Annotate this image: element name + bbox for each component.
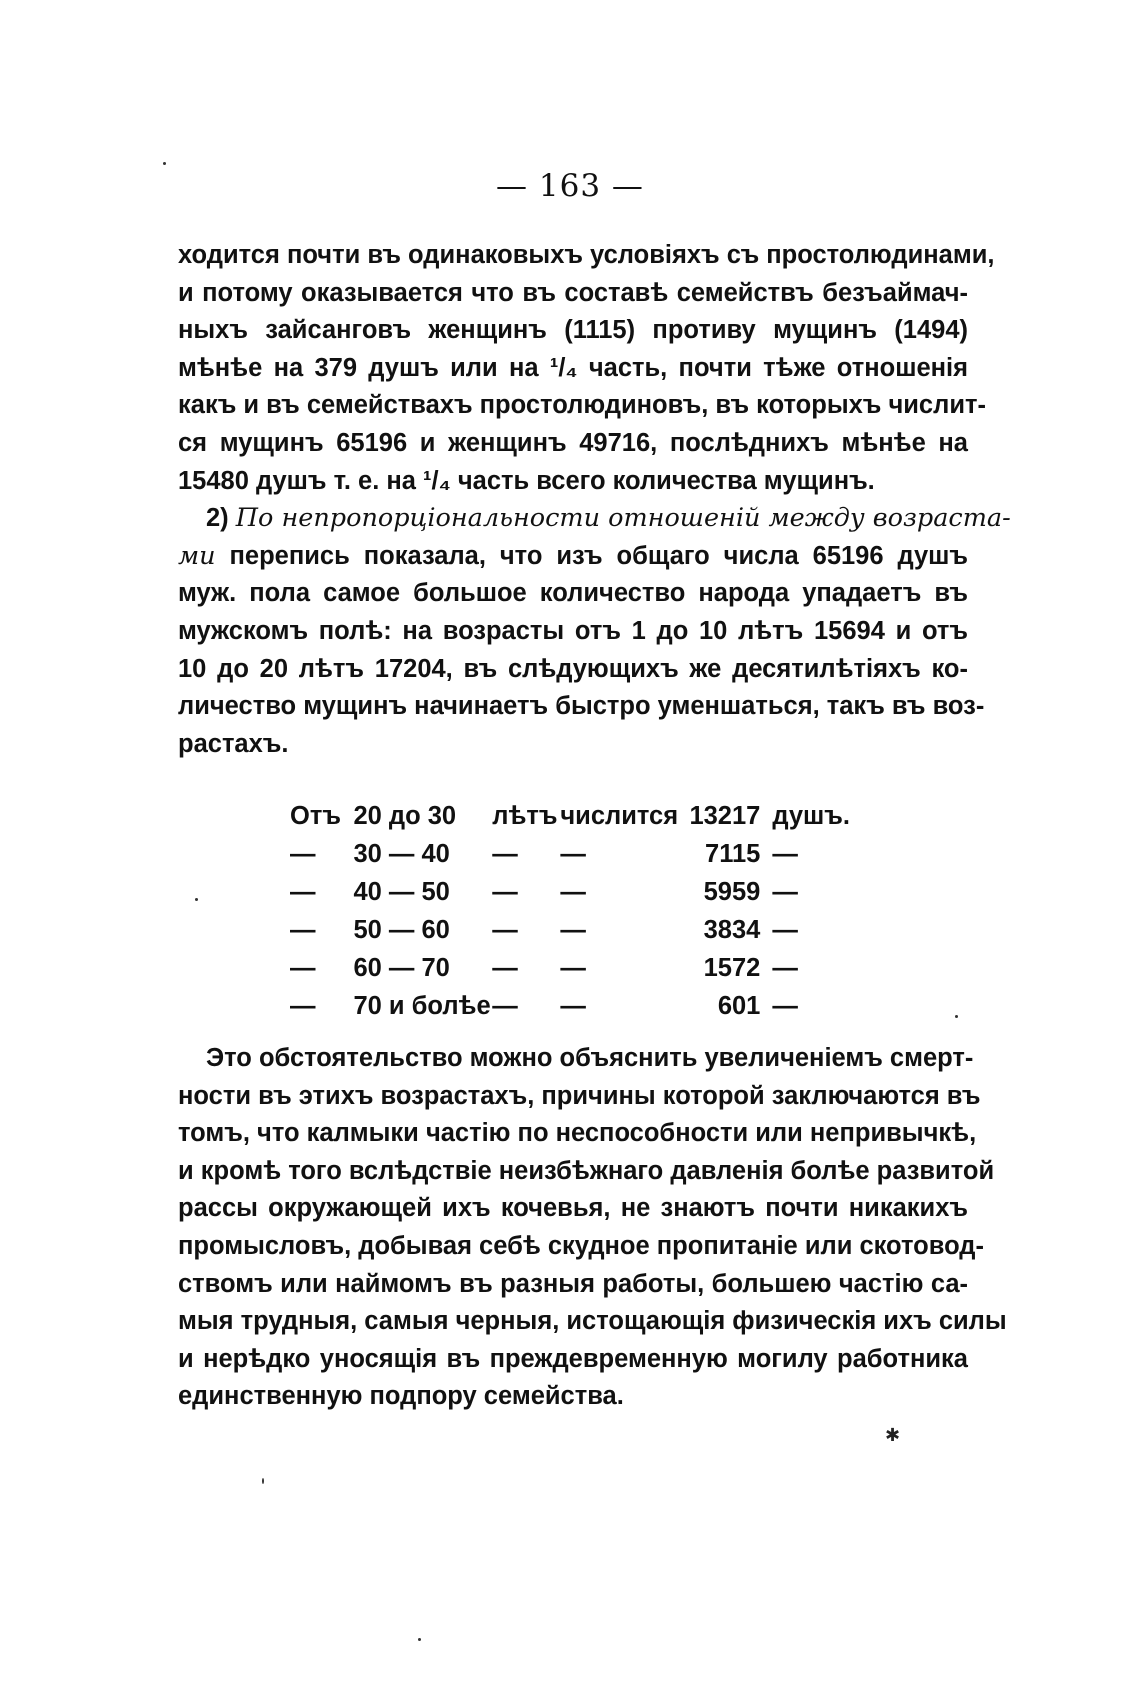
age-row-label: —	[560, 840, 586, 868]
age-row-count: 1572	[703, 954, 761, 982]
age-row-label: —	[560, 992, 586, 1020]
age-row-prefix: —	[290, 992, 316, 1020]
age-table-row	[290, 987, 850, 1025]
age-row-unit: —	[772, 916, 798, 944]
paragraph-2-line	[178, 500, 1011, 538]
paragraph-1-line: ся мущинъ 65196 и женщинъ 49716, послѣднихъ мѣнѣе на	[178, 428, 968, 457]
age-row-unit: —	[772, 954, 798, 982]
age-row-years: —	[492, 954, 518, 982]
paragraph-3-line: томъ, что калмыки частію по неспособности или непривычкѣ,	[178, 1119, 977, 1148]
age-row-count: 13217	[689, 802, 761, 830]
paragraph-3-line: рассы окружающей ихъ кочевья, не знаютъ почти никакихъ	[178, 1194, 968, 1223]
age-row-label: числится	[560, 802, 679, 830]
scan-speck	[262, 1478, 264, 1484]
paragraph-1	[178, 237, 1011, 763]
paragraph-2-italic-tail: ми	[178, 540, 216, 571]
paragraph-1-line: какъ и въ семействахъ простолюдиновъ, въ которыхъ числит-	[178, 391, 986, 420]
age-row-count: 3834	[703, 916, 761, 944]
paragraph-1-line: ныхъ зайсанговъ женщинъ (1115) противу мущинъ (1494)	[178, 316, 968, 345]
paragraph-3	[178, 1040, 1007, 1416]
paragraph-2-line: 10 до 20 лѣтъ 17204, въ слѣдующихъ же десятилѣтіяхъ ко-	[178, 654, 968, 683]
paragraph-3-line: Это обстоятельство можно объяснить увеличеніемъ смерт-	[206, 1044, 974, 1072]
age-row-range: 30 — 40	[353, 840, 450, 868]
age-row-range: 60 — 70	[353, 954, 450, 982]
age-row-count: 601	[717, 992, 761, 1020]
scan-speck	[418, 1638, 421, 1641]
paragraph-3-line: промысловъ, добывая себѣ скудное пропитаніе или скотовод-	[178, 1231, 984, 1260]
paragraph-1-line: 15480 душъ т. е. на ¹/₄ часть всего количества мущинъ.	[178, 466, 875, 495]
paragraph-3-line: ности въ этихъ возрастахъ, причины которой заключаются въ	[178, 1081, 981, 1110]
scan-speck	[195, 898, 198, 901]
age-row-years: лѣтъ	[492, 802, 558, 830]
paragraph-1-line: мѣнѣе на 379 душъ или на ¹/₄ часть, почти тѣже отношенія	[178, 353, 968, 382]
scan-speck	[955, 1015, 958, 1018]
age-row-unit: —	[772, 840, 798, 868]
star-mark-icon: ✱	[885, 1425, 901, 1446]
age-row-years: —	[492, 840, 518, 868]
paragraph-2-line	[178, 538, 968, 576]
age-table-row	[290, 835, 850, 873]
age-row-unit: душъ.	[772, 802, 850, 830]
scan-speck	[163, 162, 166, 165]
age-row-label: —	[560, 916, 586, 944]
age-table-row	[290, 797, 850, 835]
age-row-prefix: Отъ	[290, 802, 341, 830]
age-row-label: —	[560, 878, 586, 906]
age-row-prefix: —	[290, 878, 316, 906]
age-row-prefix: —	[290, 840, 316, 868]
age-row-years: —	[492, 992, 518, 1020]
page-number: — 163 —	[496, 168, 644, 204]
age-row-label: —	[560, 954, 586, 982]
paragraph-3-line: и нерѣдко уносящія въ преждевременную могилу работника	[178, 1344, 968, 1373]
paragraph-2-number: 2)	[206, 504, 229, 533]
age-row-count: 5959	[703, 878, 761, 906]
age-table-row	[290, 873, 850, 911]
paragraph-2-line: растахъ.	[178, 729, 289, 758]
paragraph-2-line: мужскомъ полѣ: на возрасты отъ 1 до 10 лѣтъ 15694 и отъ	[178, 616, 968, 645]
paragraph-2-italic-head: По непропорціональности отношеній между возраста-	[235, 503, 1011, 534]
age-row-range: 70 и болѣе	[353, 992, 491, 1020]
age-row-count: 7115	[705, 840, 761, 868]
age-table-row	[290, 911, 850, 949]
age-row-unit: —	[772, 992, 798, 1020]
paragraph-1-line: и потому оказывается что въ составѣ семействъ безъаймач-	[178, 278, 968, 307]
age-row-range: 40 — 50	[353, 878, 450, 906]
paragraph-1-line: ходится почти въ одинаковыхъ условіяхъ съ простолюдинами,	[178, 241, 995, 269]
age-row-unit: —	[772, 878, 798, 906]
age-row-range: 20 до 30	[353, 802, 457, 830]
paragraph-3-line: мыя трудныя, самыя черныя, истощающія физическія ихъ силы	[178, 1307, 1007, 1336]
paragraph-2-line-rest: перепись показала, что изъ общаго числа 65196 душъ	[229, 541, 968, 570]
age-distribution-table	[290, 797, 850, 1025]
paragraph-2-line: личество мущинъ начинаетъ быстро уменшаться, такъ въ воз-	[178, 692, 985, 721]
age-row-years: —	[492, 878, 518, 906]
age-row-prefix: —	[290, 916, 316, 944]
paragraph-3-line: ствомъ или наймомъ въ разныя работы, большею частію са-	[178, 1269, 968, 1298]
age-row-prefix: —	[290, 954, 316, 982]
paragraph-2-line: муж. пола самое большое количество народа упадаетъ въ	[178, 579, 968, 608]
age-row-range: 50 — 60	[353, 916, 450, 944]
age-row-years: —	[492, 916, 518, 944]
paragraph-3-line: и кромѣ того вслѣдствіе неизбѣжнаго давленія болѣе развитой	[178, 1156, 995, 1185]
age-table-row	[290, 949, 850, 987]
paragraph-3-line: единственную подпору семейства.	[178, 1382, 624, 1411]
